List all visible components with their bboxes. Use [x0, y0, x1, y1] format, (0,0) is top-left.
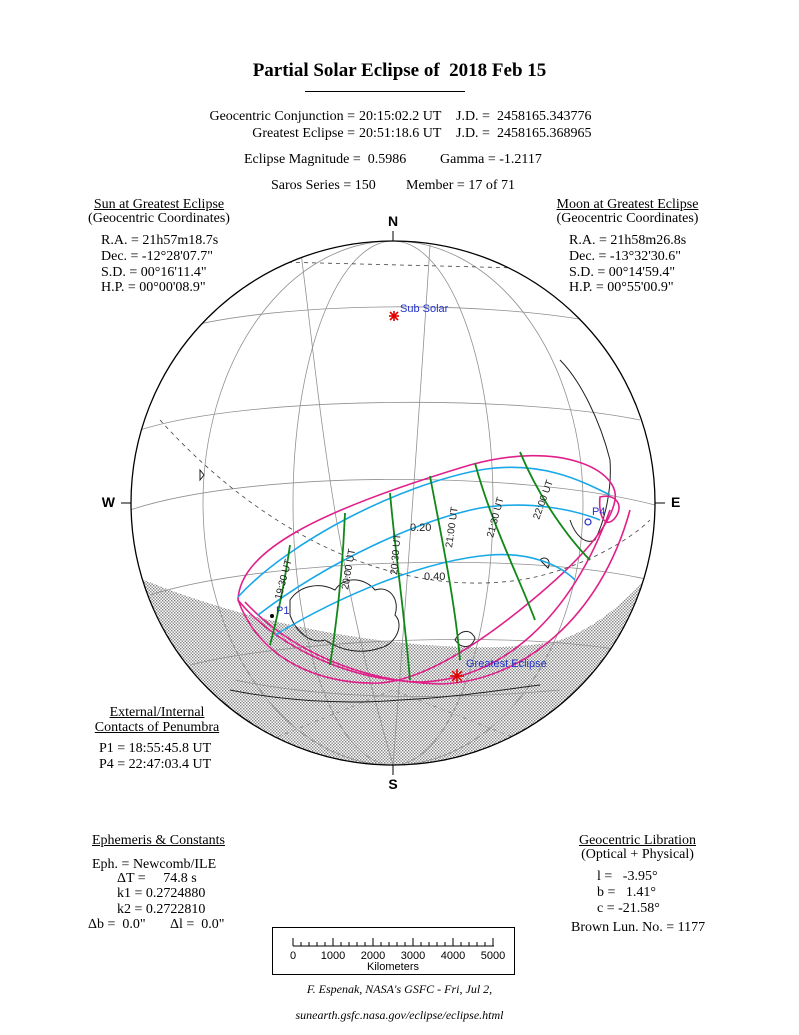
scale-tick-2000: 2000 [360, 950, 386, 962]
scale-tick-0: 0 [289, 950, 297, 962]
greatest-eclipse-marker [450, 669, 464, 683]
libration-b: b = 1.41° [597, 885, 656, 900]
magnitude-label-020: 0.20 [410, 522, 432, 534]
eclipse-magnitude: Eclipse Magnitude = 0.5986 [244, 152, 407, 167]
moon-dec: Dec. = -13°32'30.6" [569, 249, 681, 264]
moon-ra: R.A. = 21h58m26.8s [569, 233, 687, 248]
moon-subtitle: (Geocentric Coordinates) [556, 211, 699, 226]
libration-title: Geocentric Libration [578, 833, 696, 848]
ephemeris-k2: k2 = 0.2722810 [117, 902, 206, 917]
moon-title: Moon at Greatest Eclipse [556, 197, 699, 212]
p4-point [585, 519, 591, 525]
contact-p4: P4 = 22:47:03.4 UT [99, 757, 212, 772]
footer-url[interactable]: sunearth.gsfc.nasa.gov/eclipse/eclipse.html [295, 1008, 504, 1022]
time-label-2000: 20:00 UT [340, 548, 359, 591]
conjunction-ut: 20:15:02.2 UT [359, 109, 442, 124]
ephemeris-title: Ephemeris & Constants [92, 833, 225, 848]
libration-l: l = -3.95° [597, 869, 658, 884]
scale-bar [272, 927, 515, 975]
greatest-eclipse-jd: J.D. = 2458165.368965 [456, 126, 592, 141]
gamma: Gamma = -1.2117 [440, 152, 542, 167]
ephemeris-k1: k1 = 0.2724880 [117, 886, 206, 901]
east-label: E [671, 494, 681, 510]
west-label: W [101, 494, 115, 510]
moon-hp: H.P. = 00°55'00.9" [569, 280, 674, 295]
ephemeris-delta-b: Δb = 0.0" [88, 917, 146, 932]
sun-ra: R.A. = 21h57m18.7s [101, 233, 219, 248]
north-label: N [387, 213, 399, 229]
time-label-2030: 20:30 UT [389, 533, 404, 576]
ephemeris-delta-l: Δl = 0.0" [170, 917, 225, 932]
moon-sd: S.D. = 00°14'59.4" [569, 265, 676, 280]
conjunction-label: Geocentric Conjunction = [209, 109, 355, 124]
scale-tick-4000: 4000 [440, 950, 466, 962]
p1-point [270, 614, 274, 618]
sub-solar-label: Sub Solar [400, 303, 449, 315]
ephemeris-eph: Eph. = Newcomb/ILE [92, 857, 217, 872]
brown-lunation: Brown Lun. No. = 1177 [571, 920, 706, 935]
contacts-title-1: External/Internal [109, 705, 205, 720]
scale-unit: Kilometers [367, 961, 419, 973]
sun-hp: H.P. = 00°00'08.9" [101, 280, 206, 295]
sun-title: Sun at Greatest Eclipse [93, 197, 225, 212]
scale-tick-3000: 3000 [400, 950, 426, 962]
scale-tick-1000: 1000 [320, 950, 346, 962]
p1-label: P1 [276, 605, 290, 617]
sun-subtitle: (Geocentric Coordinates) [88, 211, 230, 226]
time-label-1930: 19:30 UT [273, 558, 295, 601]
libration-subtitle: (Optical + Physical) [581, 847, 694, 862]
saros-member: Member = 17 of 71 [406, 178, 515, 193]
south-label: S [388, 776, 398, 792]
contact-p1: P1 = 18:55:45.8 UT [99, 741, 212, 756]
p4-label: P4 [592, 506, 606, 518]
greatest-eclipse-label: Greatest Eclipse [466, 658, 547, 670]
magnitude-curves [238, 467, 610, 635]
time-label-2130: 21:30 UT [485, 496, 507, 539]
sub-solar-marker [389, 311, 399, 321]
magnitude-label-040: 0.40 [424, 571, 446, 583]
page-title: Partial Solar Eclipse of 2018 Feb 15 [252, 60, 547, 81]
ephemeris-delta-t: ΔT = 74.8 s [117, 871, 197, 886]
sun-sd: S.D. = 00°16'11.4" [101, 265, 207, 280]
sun-dec: Dec. = -12°28'07.7" [101, 249, 213, 264]
scale-ruler [273, 928, 514, 974]
libration-c: c = -21.58° [597, 901, 660, 916]
conjunction-jd: J.D. = 2458165.343776 [456, 109, 592, 124]
scale-tick-5000: 5000 [480, 950, 506, 962]
footer-credit: F. Espenak, NASA's GSFC - Fri, Jul 2, [306, 982, 493, 996]
time-label-2200: 22:00 UT [531, 478, 556, 522]
time-label-2100: 21:00 UT [444, 506, 461, 549]
contacts-title-2: Contacts of Penumbra [94, 720, 220, 735]
saros-series: Saros Series = 150 [271, 178, 376, 193]
greatest-eclipse-ut: 20:51:18.6 UT [359, 126, 442, 141]
greatest-eclipse-label: Greatest Eclipse = [252, 126, 355, 141]
